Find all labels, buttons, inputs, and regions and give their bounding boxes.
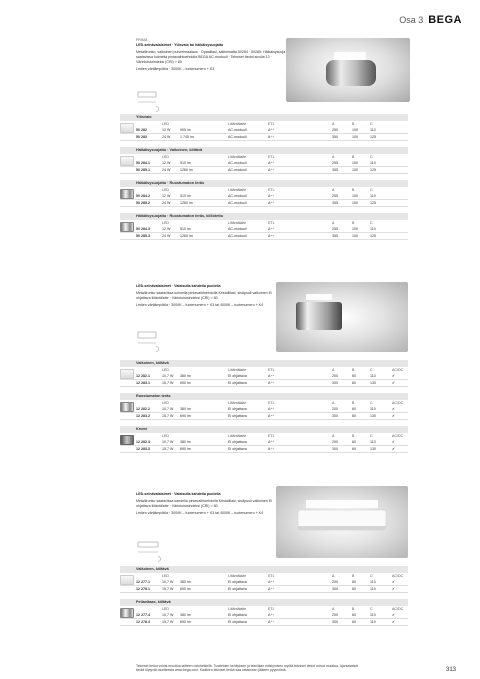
luminous-flux: 690 lm [180,414,191,418]
dim-a: 200 [332,407,338,411]
product-code: 12 277.4 [136,613,150,617]
luminous-flux: 380 lm [180,613,191,617]
control-gear: AC-moduuli [228,168,247,172]
energy-class: A⁺⁺ [268,201,275,205]
dim-a: 250 [332,128,338,132]
table-row [120,586,408,593]
page-header [399,14,462,26]
dimension-icon [136,90,166,114]
header-led: LED [162,221,169,225]
table-row [120,439,408,446]
acdc-check: ✔ [392,620,396,624]
product-group [120,360,408,387]
dim-a: 300 [332,620,338,624]
dimension-icon [136,330,166,354]
dim-b: 100 [352,227,358,231]
table-row [120,406,408,413]
product-code: 12 283.2 [136,414,150,418]
product-description-2 [136,284,286,308]
header-led: LED [162,401,169,405]
energy-class: A⁺⁺ [268,613,275,617]
table-block-1 [120,114,408,246]
table-block-3 [120,566,408,632]
energy-class: A⁺⁺ [268,374,275,378]
luminous-flux: 510 lm [180,161,191,165]
energy-class: A⁺⁺ [268,620,275,624]
product-code: 50 285.3 [136,234,150,238]
table-row [120,413,408,420]
header-connector: Liitäntälaite [228,155,247,159]
header-etl: ETL [268,188,275,192]
acdc-check: ✔ [392,440,396,444]
control-gear: Ei ohjattava [228,620,247,624]
product-code: 12 278.1 [136,587,150,591]
led-power: 15,7 W [162,414,174,418]
energy-class: A⁺⁺ [268,234,275,238]
energy-class: A⁺⁺ [268,580,275,584]
header-a: A [332,607,335,611]
product-photo-1 [286,38,410,102]
acdc-check: ✔ [392,381,396,385]
dim-a: 350 [332,135,338,139]
group-title: Häikäisysuojattu · Valkoinen, kiiltävä [120,147,408,154]
dim-b: 60 [352,381,356,385]
header-a: A [332,401,335,405]
product-code: 50 285.2 [136,201,150,205]
header-a: A [332,188,335,192]
product-body: Metallirunko, valkoinen pulverimaalaus · Opaalilasi, satiinimatta 50284 · 50285: Häikäisysuoja saatavissa kolmella pintavaihtoehdolla BEGA AC-moduuli · Tekniset tiedot sivulla 13 · Värintoistoindeksi (CRI) > 80 [136,50,286,64]
acdc-check: ✔ [392,374,396,378]
led-power: 24 W [162,135,171,139]
control-gear: Ei ohjattava [228,447,247,451]
header-etl: ETL [268,574,275,578]
section-label: Osa 3 [399,15,424,25]
energy-class: A⁺⁺ [268,128,275,132]
control-gear: AC-moduuli [228,194,247,198]
dim-c: 110 [370,374,376,378]
product-title: LED-seinävalaisimet · Ylösvalo tai häikäisysuojattu [136,43,224,47]
dim-a: 200 [332,374,338,378]
led-power: 12 W [162,128,171,132]
header-b: B [352,368,355,372]
header-c: C [370,434,373,438]
dim-a: 355 [332,168,338,172]
control-gear: AC-moduuli [228,135,247,139]
header-connector: Liitäntälaite [228,434,247,438]
dim-c: 130 [370,381,376,385]
table-row [120,373,408,380]
header-led: LED [162,155,169,159]
dimension-drawing-3 [136,540,166,569]
energy-class: A⁺⁺ [268,447,275,451]
header-led: LED [162,574,169,578]
dim-c: 125 [370,201,376,205]
header-b: B [352,188,355,192]
header-c: C [370,221,373,225]
table-row [120,200,408,207]
table-row [120,127,408,134]
dim-b: 60 [352,620,356,624]
product-group [120,599,408,626]
product-group [120,426,408,453]
dim-b: 60 [352,613,356,617]
control-gear: Ei ohjattava [228,587,247,591]
led-power: 15,7 W [162,381,174,385]
group-title: Häikäisysuojattu · Ruostumaton teräs [120,180,408,187]
group-table [120,187,408,207]
table-row [120,446,408,453]
acdc-check: ✔ [392,587,396,591]
header-connector: Liitäntälaite [228,574,247,578]
product-code: 50 285.1 [136,168,150,172]
dim-b: 60 [352,580,356,584]
header-etl: ETL [268,434,275,438]
product-code: 50 283 [136,135,147,139]
dim-a: 200 [332,440,338,444]
header-etl: ETL [268,368,275,372]
led-power: 24 W [162,234,171,238]
color-temperature-note: Ledien värilämpötila · 3000K – tuotenumero + K3 tai 4000K – tuotenumero + K4 [136,303,264,307]
dim-b: 100 [352,201,358,205]
dim-c: 110 [370,227,376,231]
header-led: LED [162,368,169,372]
control-gear: Ei ohjattava [228,440,247,444]
dim-b: 100 [352,161,358,165]
product-description-1 [136,38,286,72]
led-power: 10,7 W [162,407,174,411]
luminous-flux: 690 lm [180,381,191,385]
header-led: LED [162,122,169,126]
header-etl: ETL [268,221,275,225]
dim-a: 300 [332,447,338,451]
table-row [120,380,408,387]
luminous-flux: 1260 lm [180,201,193,205]
dim-a: 200 [332,580,338,584]
luminous-flux: 510 lm [180,227,191,231]
energy-class: A⁺⁺ [268,587,275,591]
header-b: B [352,434,355,438]
page-number: 313 [445,667,456,673]
product-photo-3 [276,486,408,558]
product-code: 12 282.2 [136,407,150,411]
control-gear: AC-moduuli [228,234,247,238]
product-body: Metallirunko saatavissa kolmella pintavaihtoehdolla Kristallilasi, sisäpuoli valkoinen Ei ohjattava liitäntälaite · Värintoistoindeksi (CRI) > 80 [136,291,272,300]
dim-c: 110 [370,128,376,132]
dim-c: 110 [370,620,376,624]
dim-b: 60 [352,374,356,378]
control-gear: Ei ohjattava [228,381,247,385]
energy-class: A⁺⁺ [268,227,275,231]
dim-c: 110 [370,580,376,584]
dim-a: 200 [332,613,338,617]
control-gear: Ei ohjattava [228,407,247,411]
luminous-flux: 905 lm [180,128,191,132]
header-a: A [332,155,335,159]
header-led: LED [162,434,169,438]
dim-b: 60 [352,414,356,418]
header-c: C [370,155,373,159]
header-acdc: AC/DC [392,607,404,611]
dim-a: 255 [332,194,338,198]
luminous-flux: 690 lm [180,620,191,624]
header-b: B [352,155,355,159]
header-a: A [332,434,335,438]
product-code: 50 282 [136,128,147,132]
header-connector: Liitäntälaite [228,221,247,225]
luminous-flux: 380 lm [180,407,191,411]
header-etl: ETL [268,401,275,405]
dim-b: 60 [352,587,356,591]
header-c: C [370,122,373,126]
led-power: 12 W [162,194,171,198]
led-power: 10,7 W [162,613,174,617]
header-acdc: AC/DC [392,434,404,438]
header-connector: Liitäntälaite [228,122,247,126]
product-code: 50 284.1 [136,161,150,165]
table-row [120,134,408,141]
product-code: 12 283.3 [136,447,150,451]
energy-class: A⁺⁺ [268,194,275,198]
dim-b: 100 [352,234,358,238]
table-row [120,619,408,626]
table-row [120,226,408,233]
header-c: C [370,401,373,405]
group-title: Ruostumaton teräs [120,393,408,400]
product-title: LED-seinävalaisimet · Valaisulla kahdella puolella [136,492,221,496]
header-a: A [332,574,335,578]
product-code: 12 282.1 [136,374,150,378]
energy-class: A⁺⁺ [268,168,275,172]
header-b: B [352,221,355,225]
dim-a: 255 [332,227,338,231]
table-row [120,167,408,174]
dim-c: 110 [370,440,376,444]
header-b: B [352,401,355,405]
energy-class: A⁺⁺ [268,135,275,139]
luminous-flux: 380 lm [180,374,191,378]
control-gear: Ei ohjattava [228,414,247,418]
header-acdc: AC/DC [392,574,404,578]
led-power: 15,7 W [162,447,174,451]
group-table [120,400,408,420]
dim-c: 130 [370,447,376,451]
dim-a: 255 [332,161,338,165]
dim-a: 355 [332,234,338,238]
acdc-check: ✔ [392,613,396,617]
energy-class: A⁺⁺ [268,381,275,385]
dim-b: 100 [352,128,358,132]
product-group [120,393,408,420]
table-row [120,193,408,200]
group-table [120,433,408,453]
luminous-flux: 1260 lm [180,234,193,238]
group-title: Valkoinen, kiiltävä [120,360,408,367]
product-code: 50 284.2 [136,194,150,198]
header-a: A [332,368,335,372]
group-table [120,121,408,141]
product-code: 12 282.3 [136,440,150,444]
header-etl: ETL [268,607,275,611]
product-group [120,147,408,174]
led-power: 15,7 W [162,620,174,624]
dim-c: 125 [370,234,376,238]
group-table [120,573,408,593]
product-description-3 [136,492,286,516]
control-gear: Ei ohjattava [228,580,247,584]
dim-b: 100 [352,194,358,198]
energy-class: A⁺⁺ [268,161,275,165]
luminous-flux: 690 lm [180,587,191,591]
color-temperature-note: Ledien värilämpötila · 3000K – tuotenumero + K3 [136,67,215,71]
dim-a: 300 [332,381,338,385]
dim-c: 110 [370,613,376,617]
product-code: 12 277.1 [136,580,150,584]
dim-a: 300 [332,587,338,591]
dim-c: 110 [370,407,376,411]
dim-a: 300 [332,414,338,418]
dim-c: 125 [370,168,376,172]
group-title: Valkoinen, kiiltävä [120,566,408,573]
dim-a: 355 [332,201,338,205]
group-table [120,154,408,174]
dim-c: 125 [370,135,376,139]
header-acdc: AC/DC [392,401,404,405]
product-name: PRIMA [136,38,148,42]
product-group [120,566,408,593]
dim-b: 100 [352,168,358,172]
led-power: 10,7 W [162,580,174,584]
header-c: C [370,188,373,192]
product-group [120,213,408,240]
dim-b: 100 [352,135,358,139]
footnote: Tekniset tiedot voivat muuttua laitteen ostohetkellä. Tuotteiden kehityksen ja tekniikan edistymisen myötä tekniset tiedot voivat muuttua. Ajantasaiset tiedot löytyvät osoitteesta www.bega.com. Kaikkien tekniset tiedot saa ostamisen jälkeen pyynnöstä. [136,664,359,673]
control-gear: AC-moduuli [228,128,247,132]
header-b: B [352,574,355,578]
group-table [120,220,408,240]
luminous-flux: 1260 lm [180,168,193,172]
led-power: 24 W [162,201,171,205]
energy-class: A⁺⁺ [268,440,275,444]
header-acdc: AC/DC [392,368,404,372]
group-title: Häikäisysuojattu · Ruostumaton teräs, kiillotettu [120,213,408,220]
product-code: 12 283.1 [136,381,150,385]
led-power: 15,7 W [162,587,174,591]
dim-b: 60 [352,407,356,411]
group-table [120,367,408,387]
control-gear: AC-moduuli [228,161,247,165]
product-code: 12 278.4 [136,620,150,624]
header-c: C [370,574,373,578]
led-power: 24 W [162,168,171,172]
group-title: Kromi [120,426,408,433]
table-row [120,160,408,167]
group-table [120,606,408,626]
acdc-check: ✔ [392,447,396,451]
header-b: B [352,122,355,126]
acdc-check: ✔ [392,580,396,584]
header-led: LED [162,607,169,611]
group-title: Pellavitaas, kiiltävä [120,599,408,606]
led-power: 12 W [162,161,171,165]
dimension-icon [136,540,166,564]
acdc-check: ✔ [392,414,396,418]
led-power: 10,7 W [162,440,174,444]
dim-b: 60 [352,440,356,444]
control-gear: AC-moduuli [228,201,247,205]
acdc-check: ✔ [392,407,396,411]
luminous-flux: 690 lm [180,447,191,451]
control-gear: AC-moduuli [228,227,247,231]
led-power: 12 W [162,227,171,231]
luminous-flux: 510 lm [180,194,191,198]
header-led: LED [162,188,169,192]
control-gear: Ei ohjattava [228,613,247,617]
header-connector: Liitäntälaite [228,188,247,192]
dim-c: 110 [370,194,376,198]
header-connector: Liitäntälaite [228,368,247,372]
table-row [120,579,408,586]
product-body: Metallirunko saatavissa kahdella pintavaihtoehdolla Kristallilasi, sisäpuoli valkoinen Ei ohjattava liitäntälaite · Värintoistoindeksi (CRI) > 80 [136,499,273,508]
luminous-flux: 380 lm [180,580,191,584]
header-c: C [370,368,373,372]
header-etl: ETL [268,122,275,126]
product-code: 50 284.3 [136,227,150,231]
brand-logo: BEGA [428,14,462,26]
luminous-flux: 1 745 lm [180,135,194,139]
product-group [120,114,408,141]
header-connector: Liitäntälaite [228,401,247,405]
energy-class: A⁺⁺ [268,407,275,411]
control-gear: Ei ohjattava [228,374,247,378]
header-a: A [332,221,335,225]
table-row [120,612,408,619]
dim-c: 110 [370,161,376,165]
dimension-drawing-2 [136,330,166,359]
energy-class: A⁺⁺ [268,414,275,418]
color-temperature-note: Ledien värilämpötila · 3000K – tuotenumero + K3 tai 4000K – tuotenumero + K4 [136,511,264,515]
table-block-2 [120,360,408,459]
header-c: C [370,607,373,611]
product-group [120,180,408,207]
header-a: A [332,122,335,126]
dim-c: 110 [370,587,376,591]
header-etl: ETL [268,155,275,159]
product-photo-2 [276,282,408,352]
dim-c: 130 [370,414,376,418]
product-title: LED-seinävalaisimet · Valaisulla kahdella puolella [136,284,221,288]
table-row [120,233,408,240]
header-b: B [352,607,355,611]
header-connector: Liitäntälaite [228,607,247,611]
group-title: Ylösvalo [120,114,408,121]
led-power: 10,7 W [162,374,174,378]
dim-b: 60 [352,447,356,451]
luminous-flux: 380 lm [180,440,191,444]
